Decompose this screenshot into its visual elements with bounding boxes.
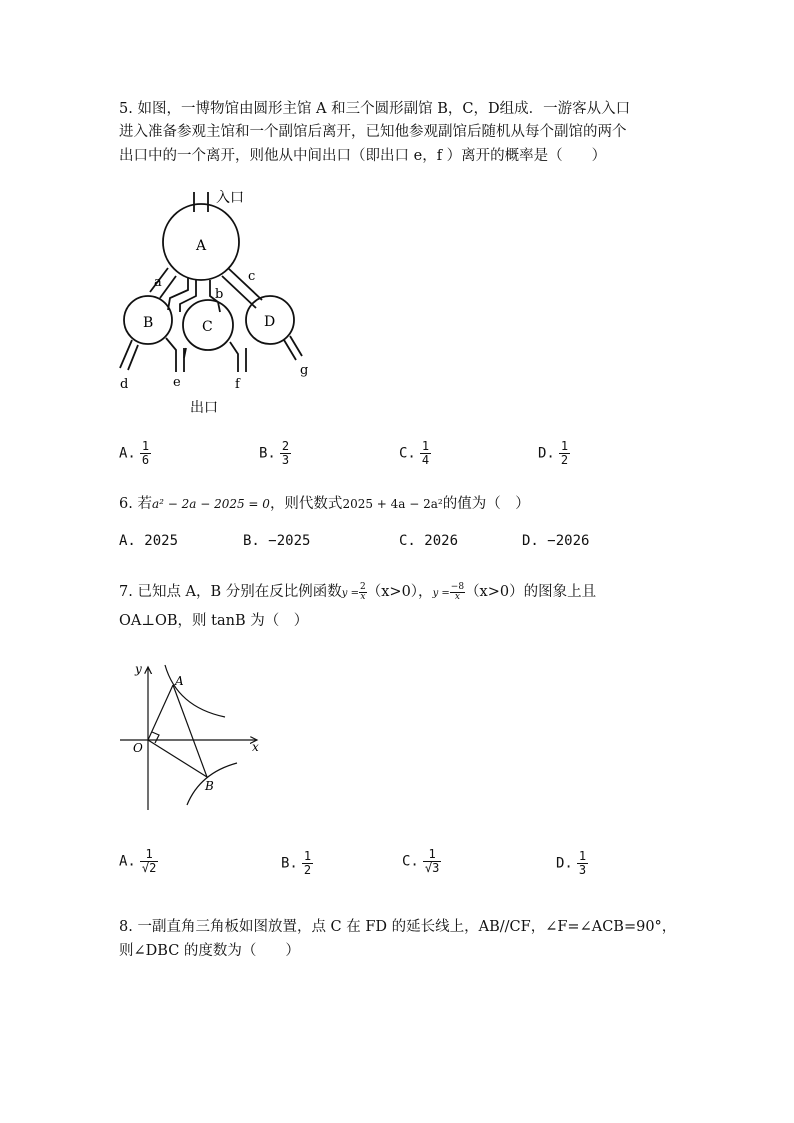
option-numerator: 1: [578, 849, 587, 863]
option-numerator: 1: [423, 848, 441, 862]
q7-cond2: （x>0）的图象上且: [465, 584, 597, 600]
q5-line-2: 进入准备参观主馆和一个副馆后离开，已知他参观副馆后随机从每个副馆的两个: [119, 124, 627, 140]
q5-option-c[interactable]: [399, 440, 431, 467]
option-letter: A.: [119, 533, 136, 549]
option-numerator: 1: [560, 439, 569, 453]
q7-stem-line-1: [119, 582, 596, 604]
label-hall-d: D: [264, 314, 276, 330]
q5-option-a[interactable]: [119, 440, 151, 467]
option-letter: C.: [399, 445, 416, 462]
q6-suffix: 的值为（ ）: [442, 496, 530, 512]
option-denominator: 2: [560, 453, 569, 467]
option-denominator: 2: [303, 863, 312, 877]
label-path-c: c: [248, 269, 256, 284]
option-letter: A.: [119, 445, 136, 462]
q5-option-d[interactable]: [538, 440, 570, 467]
q5-option-b[interactable]: [259, 440, 291, 467]
label-exit-f: f: [235, 377, 240, 392]
q7-func2-den: x: [454, 591, 460, 602]
option-denominator: 3: [578, 863, 587, 877]
q7-func2-num: −8: [450, 581, 465, 592]
point-b-label: B: [205, 779, 214, 793]
label-hall-b: B: [143, 315, 154, 331]
q7-option-c[interactable]: [402, 848, 441, 875]
axis-x-label: x: [252, 740, 259, 754]
q7-prefix: 7. 已知点 A，B 分别在反比例函数: [119, 584, 342, 600]
option-letter: C.: [402, 853, 419, 870]
option-value: 2026: [424, 533, 459, 549]
option-letter: B.: [243, 533, 260, 549]
label-hall-c: C: [202, 319, 213, 335]
label-exit-d: d: [120, 377, 129, 392]
option-numerator: 1: [421, 439, 430, 453]
q8-line-2: 则∠DBC 的度数为（ ）: [119, 943, 300, 959]
q7-stem-line-2: OA⊥OB，则 tanB 为（ ）: [119, 613, 309, 629]
q8-line-1: 8. 一副直角三角板如图放置，点 C 在 FD 的延长线上，AB//CF，∠F=∠ACB=90°，: [119, 919, 677, 935]
option-value: −2026: [547, 533, 590, 549]
option-letter: A.: [119, 853, 136, 870]
q6-option-d[interactable]: [522, 533, 589, 549]
option-numerator: 1: [141, 439, 150, 453]
label-exit: 出口: [190, 400, 218, 416]
option-value: −2025: [268, 533, 311, 549]
q6-prefix: 6. 若: [119, 496, 152, 512]
label-exit-e: e: [173, 375, 181, 390]
q6-option-a[interactable]: [119, 533, 178, 549]
q7-func1-den: x: [360, 591, 366, 602]
q6-equation: a² − 2a − 2025 = 0: [151, 497, 270, 511]
q7-option-d[interactable]: [556, 850, 588, 877]
q6-expression: 2025 + 4a − 2a²: [342, 497, 443, 511]
axis-y-label: y: [135, 662, 142, 676]
option-letter: C.: [399, 533, 416, 549]
label-path-b: b: [215, 287, 224, 302]
option-letter: B.: [281, 855, 298, 872]
q6-middle: ，则代数式: [269, 496, 343, 512]
option-denominator: 4: [421, 453, 430, 467]
q7-func1-lhs: y =: [341, 588, 360, 599]
option-numerator: 1: [140, 848, 158, 862]
option-numerator: 2: [281, 439, 290, 453]
label-entrance: 入口: [216, 190, 244, 206]
q6-option-c[interactable]: [399, 533, 458, 549]
q5-line-1: 5. 如图，一博物馆由圆形主馆 A 和三个圆形副馆 B，C，D组成．一游客从入口: [119, 101, 631, 117]
q7-func1-num: 2: [360, 581, 366, 592]
q7-option-b[interactable]: [281, 850, 313, 877]
option-letter: D.: [538, 445, 555, 462]
option-numerator: 1: [303, 849, 312, 863]
option-denominator: √3: [424, 861, 440, 875]
q6-option-b[interactable]: [243, 533, 310, 549]
label-hall-a: A: [196, 238, 207, 254]
q7-option-a[interactable]: [119, 848, 158, 875]
label-path-a: a: [154, 275, 162, 290]
origin-label: O: [133, 741, 143, 755]
inverse-function-graph: [115, 655, 275, 815]
point-a-label: A: [175, 674, 184, 688]
option-letter: D.: [556, 855, 573, 872]
option-letter: D.: [522, 533, 539, 549]
museum-diagram: [110, 180, 320, 420]
option-denominator: 3: [281, 453, 290, 467]
option-value: 2025: [144, 533, 179, 549]
option-denominator: √2: [141, 861, 157, 875]
option-letter: B.: [259, 445, 276, 462]
q7-func2-lhs: y =: [432, 588, 450, 599]
label-exit-g: g: [300, 363, 309, 378]
q7-cond1: （x>0），: [366, 584, 433, 600]
q6-stem: [119, 494, 530, 514]
option-denominator: 6: [141, 453, 150, 467]
q5-line-3: 出口中的一个离开，则他从中间出口（即出口 e，f ）离开的概率是（ ）: [119, 148, 607, 164]
